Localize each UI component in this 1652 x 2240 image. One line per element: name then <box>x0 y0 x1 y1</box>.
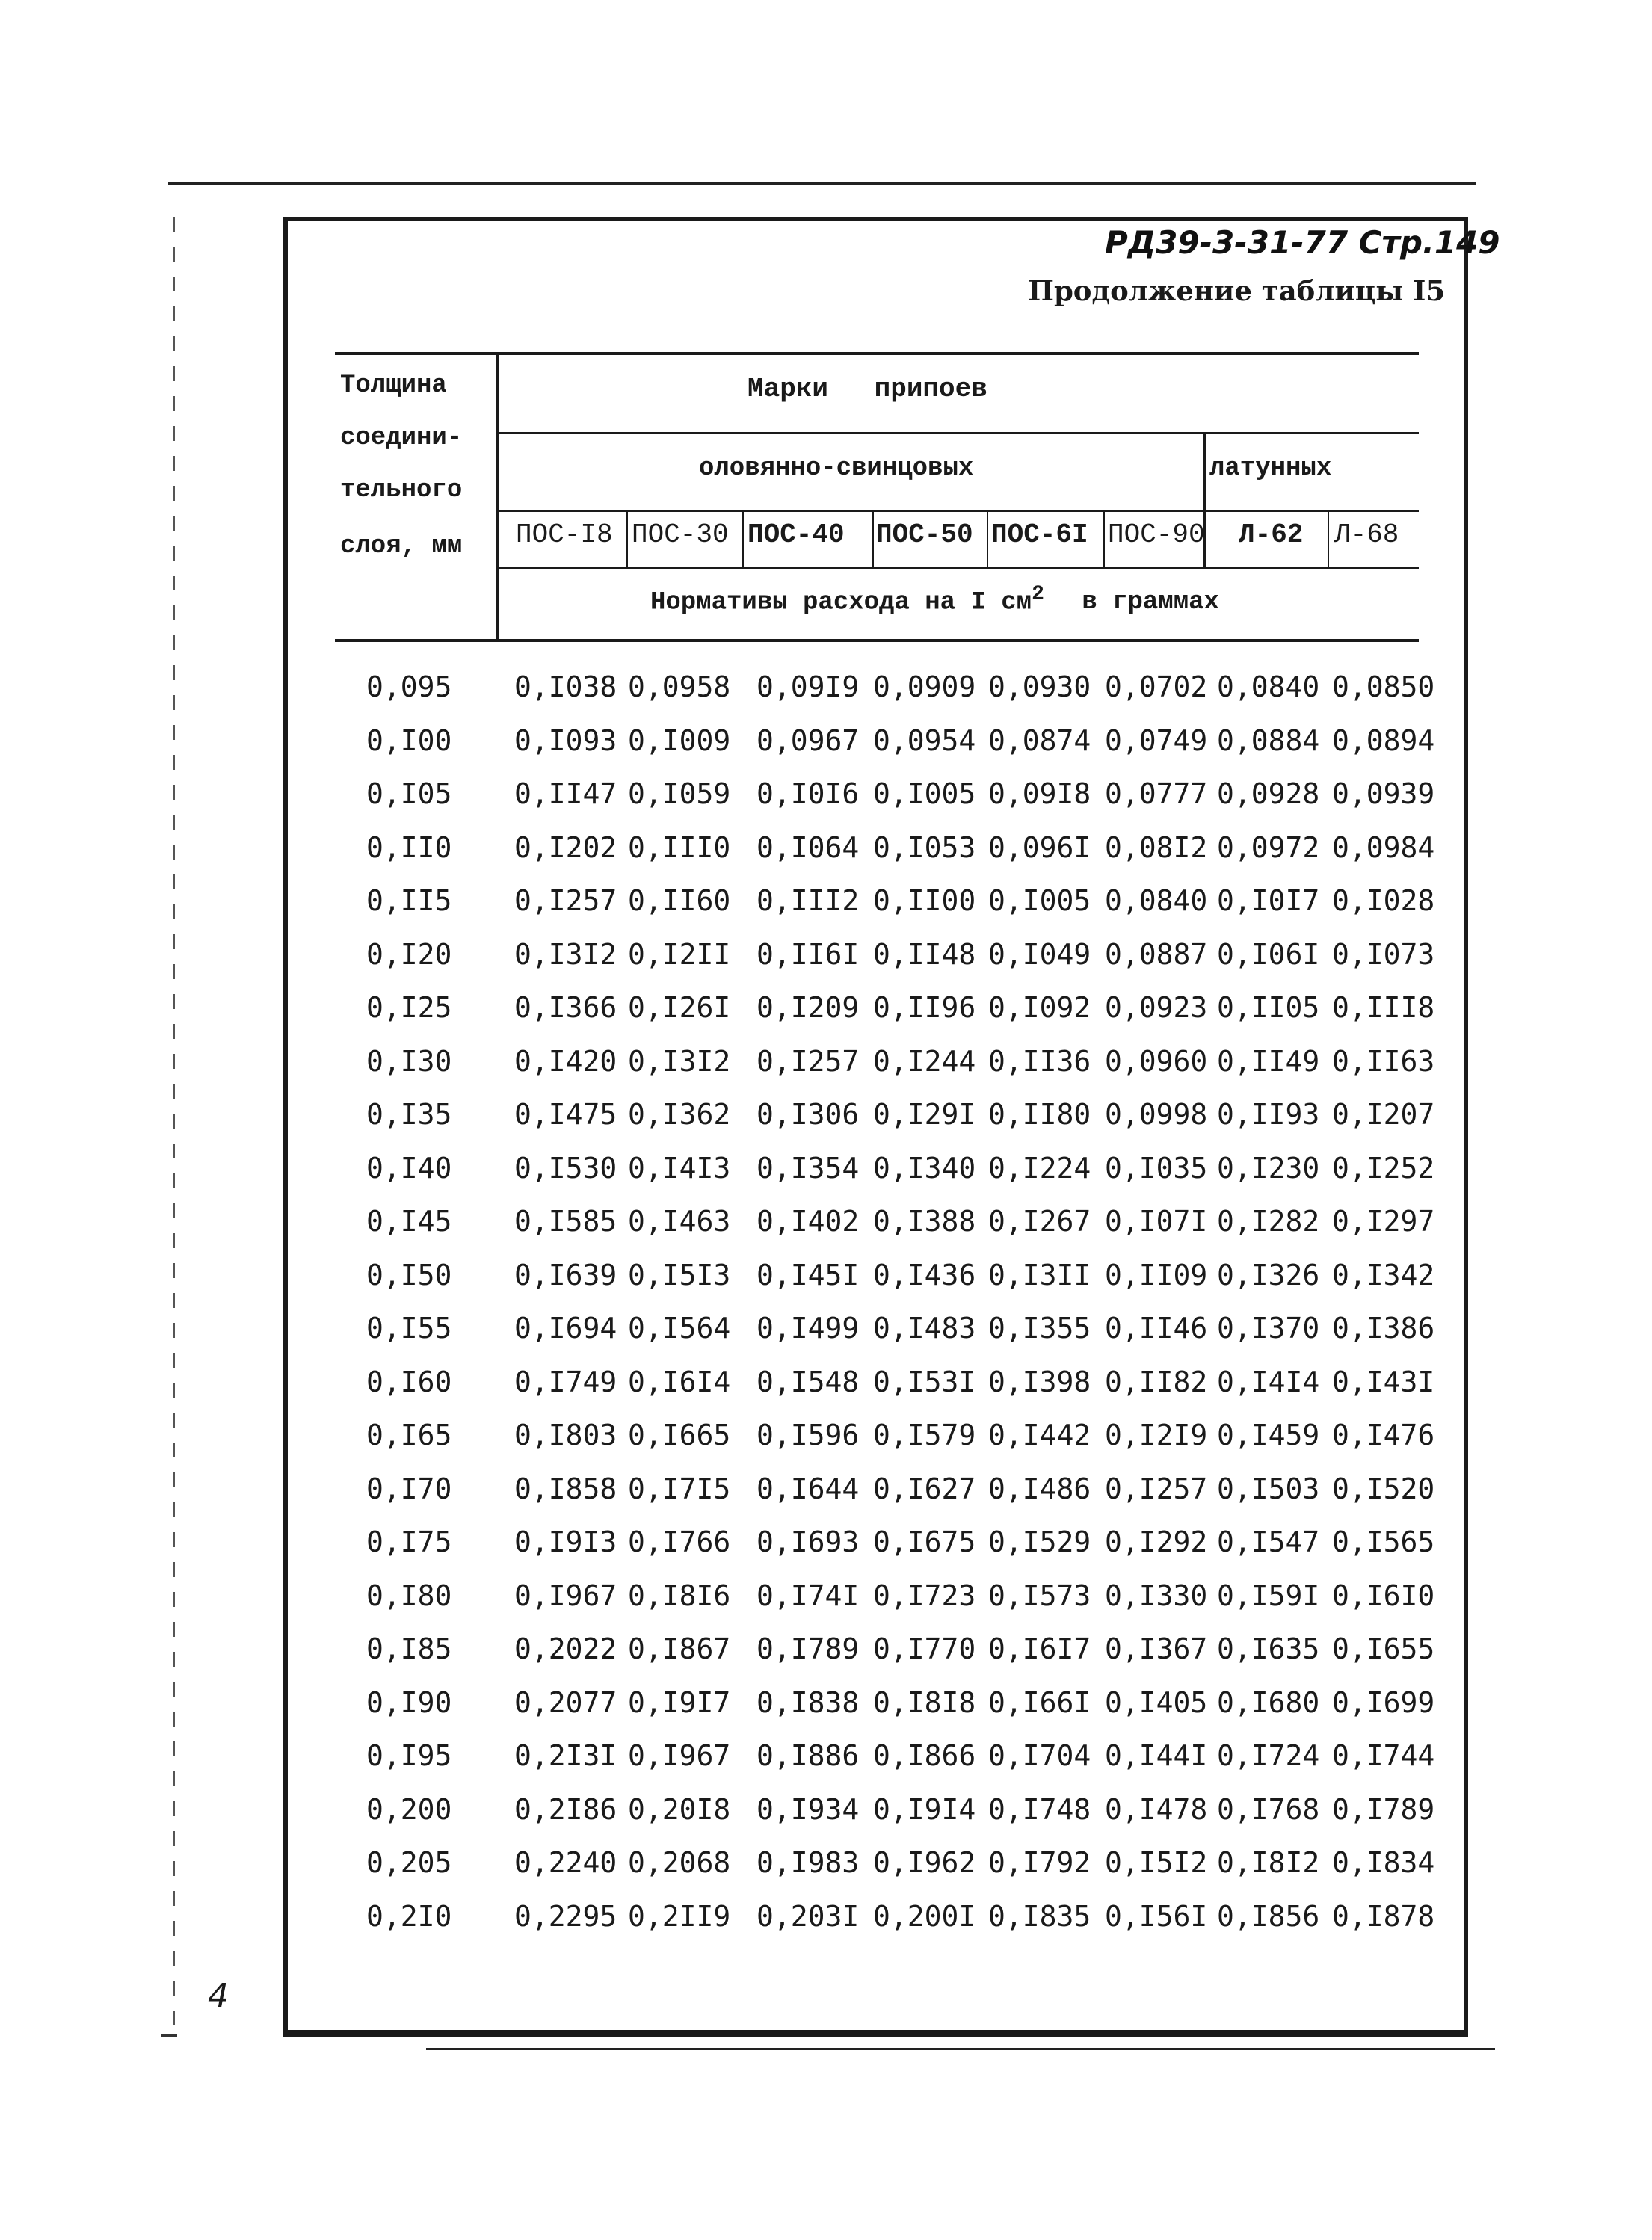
norm-value-cell: 0,I59I <box>1217 1579 1320 1612</box>
norm-label-text: Нормативы расхода на I см <box>650 588 1032 617</box>
norm-value-cell: 0,I675 <box>873 1525 976 1558</box>
norm-value-cell: 0,0930 <box>988 670 1091 703</box>
column-label-pos-90: ПОС-90 <box>1108 519 1205 550</box>
norm-value-cell: 0,I867 <box>628 1632 731 1665</box>
norm-value-cell: 0,0884 <box>1217 724 1320 757</box>
norm-value-cell: 0,II36 <box>988 1045 1091 1078</box>
norm-value-cell: 0,I866 <box>873 1739 976 1772</box>
norm-value-cell: 0,I367 <box>1105 1632 1208 1665</box>
norm-value-cell: 0,200I <box>873 1900 976 1933</box>
norm-value-cell: 0,I644 <box>756 1472 860 1505</box>
column-label-pos-61: ПОС-6I <box>991 519 1088 550</box>
norm-value-cell: 0,096I <box>988 831 1091 864</box>
norm-value-cell: 0,I282 <box>1217 1205 1320 1238</box>
norm-value-cell: 0,I354 <box>756 1152 860 1185</box>
norm-value-cell: 0,0887 <box>1105 938 1208 971</box>
marks-under-line <box>499 432 1419 434</box>
margin-note: 4 <box>208 1977 229 2015</box>
norm-value-cell: 0,I330 <box>1105 1579 1208 1612</box>
norm-value-cell: 0,III0 <box>628 831 731 864</box>
norm-value-cell: 0,I635 <box>1217 1632 1320 1665</box>
thickness-value: 0,I75 <box>366 1525 452 1558</box>
thickness-value: 0,I20 <box>366 938 452 971</box>
norm-value-cell: 0,II48 <box>873 938 976 971</box>
norm-value-cell: 0,0840 <box>1217 670 1320 703</box>
thickness-label-4: слоя, мм <box>340 532 463 561</box>
norm-value-cell: 0,I45I <box>756 1259 860 1292</box>
top-page-rule <box>168 182 1476 185</box>
norm-value-cell: 0,I0I6 <box>756 777 860 810</box>
norm-value-cell: 0,I386 <box>1332 1312 1435 1345</box>
bottom-page-rule <box>426 2048 1495 2050</box>
norm-value-cell: 0,0702 <box>1105 670 1208 703</box>
norm-value-cell: 0,0923 <box>1105 991 1208 1024</box>
table-row <box>0 831 1652 883</box>
norm-value-cell: 0,I792 <box>988 1846 1091 1879</box>
norm-value-cell: 0,II05 <box>1217 991 1320 1024</box>
thickness-value: 0,200 <box>366 1793 452 1826</box>
thickness-value: 0,I90 <box>366 1686 452 1719</box>
norm-value-cell: 0,I059 <box>628 777 731 810</box>
table-row <box>0 1900 1652 1952</box>
norm-value-cell: 0,I585 <box>514 1205 617 1238</box>
table-row <box>0 884 1652 937</box>
norm-value-cell: 0,I834 <box>1332 1846 1435 1879</box>
norm-value-cell: 0,I478 <box>1105 1793 1208 1826</box>
norm-value-cell: 0,II46 <box>1105 1312 1208 1345</box>
norm-value-cell: 0,I224 <box>988 1152 1091 1185</box>
columns-under-line <box>499 567 1419 569</box>
norm-value-cell: 0,I3I2 <box>628 1045 731 1078</box>
norm-value-cell: 0,II00 <box>873 884 976 917</box>
norm-value-cell: 0,I4I3 <box>628 1152 731 1185</box>
table-row <box>0 991 1652 1043</box>
norm-value-cell: 0,I267 <box>988 1205 1091 1238</box>
norm-value-cell: 0,0777 <box>1105 777 1208 810</box>
norm-value-cell: 0,I6I0 <box>1332 1579 1435 1612</box>
table-row <box>0 1205 1652 1257</box>
norm-value-cell: 0,2077 <box>514 1686 617 1719</box>
norm-value-cell: 0,I209 <box>756 991 860 1024</box>
thickness-value: 0,I35 <box>366 1098 452 1131</box>
norm-value-cell: 0,I766 <box>628 1525 731 1558</box>
thickness-value: 0,I80 <box>366 1579 452 1612</box>
norm-value-cell: 0,I2I9 <box>1105 1419 1208 1451</box>
norm-value-cell: 0,I548 <box>756 1366 860 1398</box>
norm-value-cell: 0,I9I4 <box>873 1793 976 1826</box>
norm-value-cell: 0,I5I3 <box>628 1259 731 1292</box>
norm-value-cell: 0,I699 <box>1332 1686 1435 1719</box>
thickness-value: 0,095 <box>366 670 452 703</box>
norm-value-cell: 0,2295 <box>514 1900 617 1933</box>
norm-value-cell: 0,I56I <box>1105 1900 1208 1933</box>
col-divider-4 <box>987 510 988 567</box>
col-divider-2 <box>742 510 744 567</box>
thickness-value: 0,I25 <box>366 991 452 1024</box>
norm-value-cell: 0,I028 <box>1332 884 1435 917</box>
norm-value-cell: 0,I257 <box>1105 1472 1208 1505</box>
table-row <box>0 1152 1652 1204</box>
norm-value-cell: 0,I520 <box>1332 1472 1435 1505</box>
norm-value-cell: 0,I398 <box>988 1366 1091 1398</box>
norm-value-cell: 0,I306 <box>756 1098 860 1131</box>
norm-value-cell: 0,2068 <box>628 1846 731 1879</box>
norm-value-cell: 0,I3I2 <box>514 938 617 971</box>
norm-value-cell: 0,I405 <box>1105 1686 1208 1719</box>
norm-value-cell: 0,I252 <box>1332 1152 1435 1185</box>
norm-value-cell: 0,I627 <box>873 1472 976 1505</box>
brass-group-label: латунных <box>1209 454 1332 483</box>
thickness-value: 0,I95 <box>366 1739 452 1772</box>
norm-value-cell: 0,I53I <box>873 1366 976 1398</box>
norm-value-cell: 0,I693 <box>756 1525 860 1558</box>
norm-value-cell: 0,I6I7 <box>988 1632 1091 1665</box>
norm-value-cell: 0,I326 <box>1217 1259 1320 1292</box>
norm-value-cell: 0,I257 <box>756 1045 860 1078</box>
norm-value-cell: 0,I355 <box>988 1312 1091 1345</box>
norm-value-cell: 0,0749 <box>1105 724 1208 757</box>
norm-value-cell: 0,I983 <box>756 1846 860 1879</box>
norm-value-cell: 0,0840 <box>1105 884 1208 917</box>
thickness-value: 0,I30 <box>366 1045 452 1078</box>
norm-value-cell: 0,I934 <box>756 1793 860 1826</box>
thickness-value: 0,I70 <box>366 1472 452 1505</box>
norm-value-cell: 0,III8 <box>1332 991 1435 1024</box>
norm-value-cell: 0,II96 <box>873 991 976 1024</box>
norm-value-cell: 0,0960 <box>1105 1045 1208 1078</box>
norm-value-cell: 0,I596 <box>756 1419 860 1451</box>
norm-value-cell: 0,0998 <box>1105 1098 1208 1131</box>
thickness-value: 0,I45 <box>366 1205 452 1238</box>
norm-value-cell: 0,I257 <box>514 884 617 917</box>
norm-value-cell: 0,20I8 <box>628 1793 731 1826</box>
document-code: РД39-3-31-77 Стр.149 <box>1105 224 1500 261</box>
norm-value-cell: 0,I035 <box>1105 1152 1208 1185</box>
norm-label <box>650 583 1219 617</box>
table-row <box>0 1045 1652 1097</box>
norm-value-cell: 0,I962 <box>873 1846 976 1879</box>
norm-value-cell: 0,I463 <box>628 1205 731 1238</box>
norm-value-cell: 0,II93 <box>1217 1098 1320 1131</box>
norm-value-cell: 0,I092 <box>988 991 1091 1024</box>
norm-value-cell: 0,I748 <box>988 1793 1091 1826</box>
norm-value-cell: 0,I475 <box>514 1098 617 1131</box>
norm-value-cell: 0,2II9 <box>628 1900 731 1933</box>
norm-value-cell: 0,I049 <box>988 938 1091 971</box>
norm-value-cell: 0,III2 <box>756 884 860 917</box>
thickness-value: 0,II5 <box>366 884 452 917</box>
norm-value-cell: 0,I093 <box>514 724 617 757</box>
norm-value-cell: 0,I768 <box>1217 1793 1320 1826</box>
tin-lead-group-label: оловянно-свинцовых <box>699 454 974 483</box>
norm-value-cell: 0,2240 <box>514 1846 617 1879</box>
norm-value-cell: 0,I366 <box>514 991 617 1024</box>
norm-label-suffix: в граммах <box>1082 588 1219 617</box>
norm-value-cell: 0,I009 <box>628 724 731 757</box>
norm-value-cell: 0,I476 <box>1332 1419 1435 1451</box>
table-row <box>0 1098 1652 1150</box>
table-row <box>0 670 1652 723</box>
norm-value-cell: 0,08I2 <box>1105 831 1208 864</box>
norm-value-cell: 0,I29I <box>873 1098 976 1131</box>
norm-value-cell: 0,I564 <box>628 1312 731 1345</box>
norm-label-sup: 2 <box>1032 583 1044 606</box>
norm-value-cell: 0,0958 <box>628 670 731 703</box>
norm-value-cell: 0,I66I <box>988 1686 1091 1719</box>
norm-value-cell: 0,II80 <box>988 1098 1091 1131</box>
norm-value-cell: 0,I639 <box>514 1259 617 1292</box>
table-row <box>0 1739 1652 1792</box>
norm-value-cell: 0,I680 <box>1217 1686 1320 1719</box>
norm-value-cell: 0,II63 <box>1332 1045 1435 1078</box>
norm-value-cell: 0,I835 <box>988 1900 1091 1933</box>
norm-value-cell: 0,I858 <box>514 1472 617 1505</box>
norm-value-cell: 0,0972 <box>1217 831 1320 864</box>
norm-value-cell: 0,I9I3 <box>514 1525 617 1558</box>
norm-value-cell: 0,I244 <box>873 1045 976 1078</box>
column-label-l-68: Л-68 <box>1334 519 1399 550</box>
table-continuation-title: Продолжение таблицы I5 <box>1028 274 1446 307</box>
norm-value-cell: 0,09I9 <box>756 670 860 703</box>
norm-value-cell: 0,0954 <box>873 724 976 757</box>
norm-value-cell: 0,I073 <box>1332 938 1435 971</box>
norm-value-cell: 0,I202 <box>514 831 617 864</box>
norm-value-cell: 0,I8I8 <box>873 1686 976 1719</box>
norm-value-cell: 0,I838 <box>756 1686 860 1719</box>
norm-value-cell: 0,I529 <box>988 1525 1091 1558</box>
norm-value-cell: 0,I459 <box>1217 1419 1320 1451</box>
norm-value-cell: 0,I8I2 <box>1217 1846 1320 1879</box>
norm-value-cell: 0,0894 <box>1332 724 1435 757</box>
table-row <box>0 1366 1652 1418</box>
thickness-value: 0,I55 <box>366 1312 452 1345</box>
table-row <box>0 1686 1652 1738</box>
norm-value-cell: 0,II6I <box>756 938 860 971</box>
norm-value-cell: 0,I655 <box>1332 1632 1435 1665</box>
norm-value-cell: 0,I530 <box>514 1152 617 1185</box>
norm-value-cell: 0,I064 <box>756 831 860 864</box>
thickness-value: 0,2I0 <box>366 1900 452 1933</box>
thickness-value: 0,I65 <box>366 1419 452 1451</box>
thickness-label-2: соедини- <box>340 424 463 452</box>
norm-value-cell: 0,I74I <box>756 1579 860 1612</box>
norm-value-cell: 0,0850 <box>1332 670 1435 703</box>
norm-value-cell: 0,I749 <box>514 1366 617 1398</box>
thickness-value: 0,I50 <box>366 1259 452 1292</box>
norm-value-cell: 0,I07I <box>1105 1205 1208 1238</box>
norm-value-cell: 0,I6I4 <box>628 1366 731 1398</box>
table-row <box>0 1472 1652 1525</box>
norm-value-cell: 0,I665 <box>628 1419 731 1451</box>
norm-value-cell: 0,I694 <box>514 1312 617 1345</box>
norm-value-cell: 0,I44I <box>1105 1739 1208 1772</box>
table-row <box>0 1419 1652 1471</box>
norm-value-cell: 0,2I86 <box>514 1793 617 1826</box>
norm-value-cell: 0,II09 <box>1105 1259 1208 1292</box>
norm-value-cell: 0,I483 <box>873 1312 976 1345</box>
norm-value-cell: 0,I43I <box>1332 1366 1435 1398</box>
norm-value-cell: 0,I436 <box>873 1259 976 1292</box>
norm-value-cell: 0,I724 <box>1217 1739 1320 1772</box>
norm-value-cell: 0,I3II <box>988 1259 1091 1292</box>
col-divider-7 <box>1328 510 1329 567</box>
norm-value-cell: 0,I9I7 <box>628 1686 731 1719</box>
norm-value-cell: 0,I770 <box>873 1632 976 1665</box>
norm-value-cell: 0,I06I <box>1217 938 1320 971</box>
norm-value-cell: 0,I704 <box>988 1739 1091 1772</box>
table-row <box>0 938 1652 990</box>
norm-value-cell: 0,0967 <box>756 724 860 757</box>
norm-value-cell: 0,I499 <box>756 1312 860 1345</box>
table-row <box>0 1259 1652 1311</box>
norm-value-cell: 0,I503 <box>1217 1472 1320 1505</box>
norm-value-cell: 0,I442 <box>988 1419 1091 1451</box>
norm-value-cell: 0,I878 <box>1332 1900 1435 1933</box>
column-label-l-62: Л-62 <box>1239 519 1304 550</box>
norm-value-cell: 0,I402 <box>756 1205 860 1238</box>
norm-value-cell: 0,I342 <box>1332 1259 1435 1292</box>
norm-value-cell: 0,I4I4 <box>1217 1366 1320 1398</box>
norm-value-cell: 0,0909 <box>873 670 976 703</box>
column-label-pos-40: ПОС-40 <box>748 519 845 550</box>
norm-value-cell: 0,I5I2 <box>1105 1846 1208 1879</box>
thickness-value: 0,I00 <box>366 724 452 757</box>
table-row <box>0 1525 1652 1578</box>
col-divider-3 <box>872 510 874 567</box>
norm-value-cell: 0,I005 <box>873 777 976 810</box>
column-label-pos-30: ПОС-30 <box>632 519 729 550</box>
norm-value-cell: 0,I856 <box>1217 1900 1320 1933</box>
table-row <box>0 1793 1652 1845</box>
thickness-label-3: тельного <box>340 476 463 505</box>
norm-value-cell: 0,I207 <box>1332 1098 1435 1131</box>
thickness-value: 0,II0 <box>366 831 452 864</box>
thickness-value: 0,205 <box>366 1846 452 1879</box>
norm-value-cell: 0,0939 <box>1332 777 1435 810</box>
table-row <box>0 1632 1652 1685</box>
norm-value-cell: 0,I565 <box>1332 1525 1435 1558</box>
norm-value-cell: 0,0984 <box>1332 831 1435 864</box>
thickness-value: 0,I40 <box>366 1152 452 1185</box>
norm-value-cell: 0,I26I <box>628 991 731 1024</box>
norm-value-cell: 0,I803 <box>514 1419 617 1451</box>
norm-value-cell: 0,I886 <box>756 1739 860 1772</box>
norm-value-cell: 0,I362 <box>628 1098 731 1131</box>
norm-value-cell: 0,I8I6 <box>628 1579 731 1612</box>
table-row <box>0 777 1652 830</box>
norm-value-cell: 0,I723 <box>873 1579 976 1612</box>
left-bottom-mark <box>161 2034 177 2037</box>
norm-value-cell: 0,I038 <box>514 670 617 703</box>
norm-value-cell: 0,09I8 <box>988 777 1091 810</box>
norm-value-cell: 0,II82 <box>1105 1366 1208 1398</box>
norm-value-cell: 0,I789 <box>1332 1793 1435 1826</box>
thickness-value: 0,I85 <box>366 1632 452 1665</box>
norm-value-cell: 0,I547 <box>1217 1525 1320 1558</box>
norm-value-cell: 0,II47 <box>514 777 617 810</box>
norm-value-cell: 0,I2II <box>628 938 731 971</box>
norm-value-cell: 0,II60 <box>628 884 731 917</box>
column-label-pos-50: ПОС-50 <box>876 519 973 550</box>
thickness-column-divider <box>496 352 499 640</box>
norm-value-cell: 0,I370 <box>1217 1312 1320 1345</box>
column-label-pos-18: ПОС-I8 <box>516 519 613 550</box>
norm-value-cell: 0,I486 <box>988 1472 1091 1505</box>
col-divider-5 <box>1103 510 1105 567</box>
groups-under-line <box>499 510 1419 512</box>
norm-value-cell: 0,0928 <box>1217 777 1320 810</box>
norm-value-cell: 0,I340 <box>873 1152 976 1185</box>
norm-value-cell: 0,II49 <box>1217 1045 1320 1078</box>
table-row <box>0 724 1652 777</box>
norm-value-cell: 0,I388 <box>873 1205 976 1238</box>
norm-value-cell: 0,I297 <box>1332 1205 1435 1238</box>
table-row <box>0 1579 1652 1632</box>
thickness-value: 0,I05 <box>366 777 452 810</box>
norm-value-cell: 0,I053 <box>873 831 976 864</box>
norm-value-cell: 0,I967 <box>514 1579 617 1612</box>
norm-value-cell: 0,0874 <box>988 724 1091 757</box>
norm-value-cell: 0,2I3I <box>514 1739 617 1772</box>
norm-value-cell: 0,I292 <box>1105 1525 1208 1558</box>
norm-value-cell: 0,I005 <box>988 884 1091 917</box>
norm-value-cell: 0,I744 <box>1332 1739 1435 1772</box>
norm-value-cell: 0,I573 <box>988 1579 1091 1612</box>
norm-value-cell: 0,I420 <box>514 1045 617 1078</box>
norm-value-cell: 0,I0I7 <box>1217 884 1320 917</box>
norm-value-cell: 0,203I <box>756 1900 860 1933</box>
col-divider-1 <box>626 510 628 567</box>
thickness-value: 0,I60 <box>366 1366 452 1398</box>
thickness-label-1: Толщина <box>340 371 447 400</box>
table-row <box>0 1312 1652 1364</box>
norm-value-cell: 0,I789 <box>756 1632 860 1665</box>
norm-value-cell: 0,I230 <box>1217 1152 1320 1185</box>
norm-value-cell: 0,I7I5 <box>628 1472 731 1505</box>
table-row <box>0 1846 1652 1898</box>
norm-value-cell: 0,I579 <box>873 1419 976 1451</box>
solder-marks-label: Марки припоев <box>748 374 987 404</box>
norm-value-cell: 0,I967 <box>628 1739 731 1772</box>
norm-value-cell: 0,2022 <box>514 1632 617 1665</box>
